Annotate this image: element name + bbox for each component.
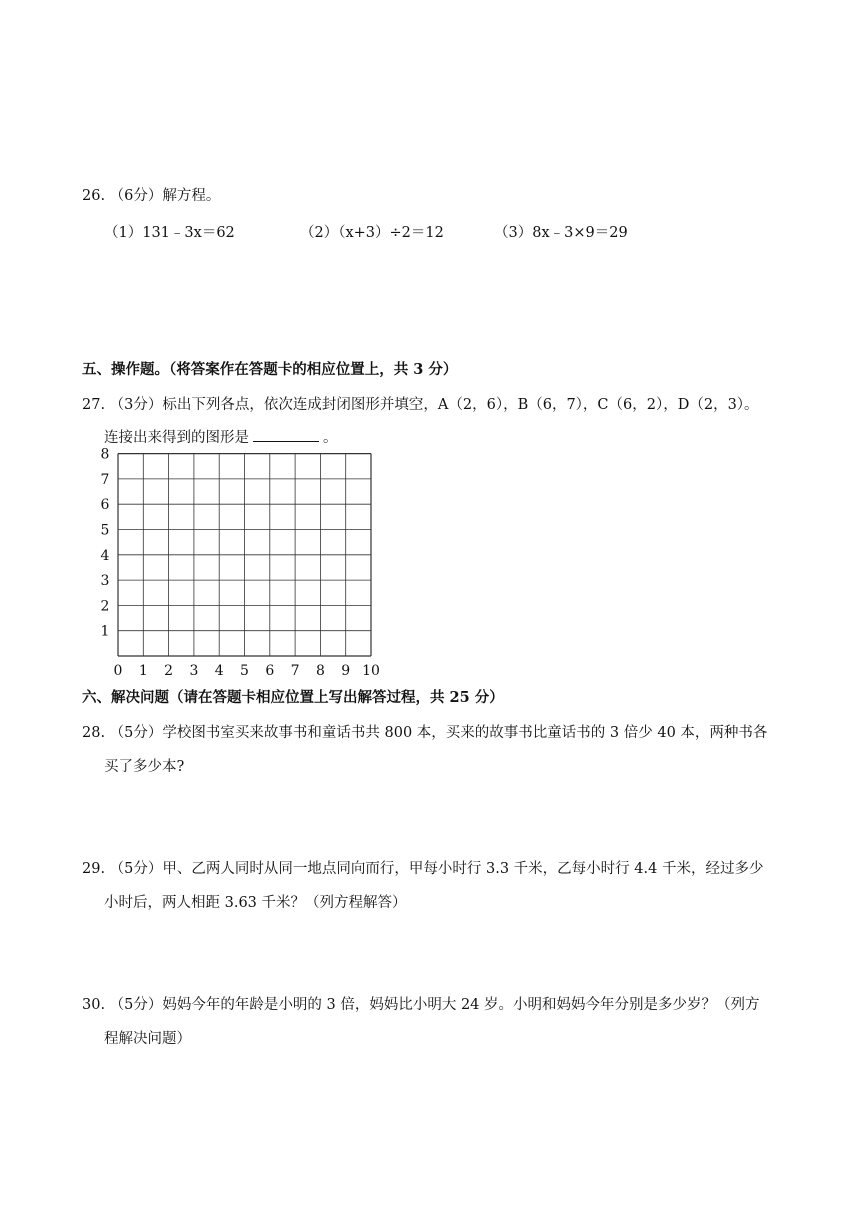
q30-line1 [82,993,760,1014]
q29-line2: 小时后，两人相距 3.63 千米？（列方程解答） [104,895,407,911]
q26-eq2-label: （2） [300,225,339,241]
q26-eq1-text: 131﹣3x＝62 [142,225,235,241]
q27-points: （3分） [109,397,163,413]
q26-text: 解方程。 [162,188,221,204]
q27-number: 27. [82,397,106,413]
q27-line1 [82,393,759,414]
q29-line1 [82,857,763,878]
x-tick-label: 10 [362,663,380,679]
q28-line2: 买了多少本? [104,759,185,775]
coordinate-grid[interactable] [80,448,390,684]
q26-eq3-label: （3） [494,225,533,241]
q26-eq2 [300,221,444,242]
section6-title: 六、解决问题（请在答题卡相应位置上写出解答过程，共 25 分） [82,689,504,706]
q26-number: 26. [82,188,106,204]
q28-number: 28. [82,725,106,741]
y-tick-label: 5 [100,522,110,539]
x-tick-label: 0 [113,663,123,679]
y-axis-ticks [101,448,110,640]
q26-eq3 [494,221,628,242]
x-tick-label: 7 [290,663,300,679]
q28-points: （5分） [109,725,163,741]
q26-eq1 [104,221,235,242]
q27-line2-suffix: 。 [323,430,338,446]
q29-points: （5分） [109,861,163,877]
x-tick-label: 2 [164,663,174,679]
q26-heading [82,184,220,205]
q28-line1 [82,721,767,742]
x-tick-label: 4 [214,663,224,679]
y-tick-label: 1 [100,623,110,640]
y-tick-label: 6 [100,497,110,514]
y-tick-label: 7 [100,471,110,488]
q30-number: 30. [82,997,106,1013]
x-tick-label: 5 [240,663,249,679]
q26-eq3-text: 8x﹣3×9＝29 [532,225,628,241]
q27-line2-prefix: 连接出来得到的图形是 [104,430,249,446]
q30-line2: 程解决问题） [104,1031,191,1047]
grid-lines [118,454,371,656]
x-tick-label: 8 [315,663,325,679]
q28-text-line1: 学校图书室买来故事书和童话书共 800 本，买来的故事书比童话书的 3 倍少 40 本，两种书各 [162,725,768,741]
y-tick-label: 4 [100,547,110,564]
x-axis-ticks [114,663,380,679]
q26-eq2-text: （x+3）÷2＝12 [338,225,444,241]
x-tick-label: 6 [265,663,275,679]
q29-number: 29. [82,861,106,877]
section5-title: 五、操作题。（将答案作在答题卡的相应位置上，共 3 分） [82,361,458,378]
x-tick-label: 3 [189,663,199,679]
x-tick-label: 1 [138,663,148,679]
y-tick-label: 2 [100,598,110,615]
q27-text: 标出下列各点，依次连成封闭图形并填空，A（2，6），B（6，7），C（6，2），D（2，3）。 [162,397,759,413]
q29-text-line1: 甲、乙两人同时从同一地点同向而行，甲每小时行 3.3 千米，乙每小时行 4.4 千米，经过多少 [162,861,764,877]
q30-points: （5分） [109,997,163,1013]
y-tick-label: 3 [100,573,110,590]
answer-blank[interactable] [253,429,319,442]
y-tick-label: 8 [100,448,110,463]
q26-eq1-label: （1） [104,225,143,241]
q30-text-line1: 妈妈今年的年龄是小明的 3 倍，妈妈比小明大 24 岁。小明和妈妈今年分别是多少岁？（列方 [162,997,760,1013]
q26-points: （6分） [109,188,163,204]
x-tick-label: 9 [341,663,351,679]
q27-line2 [104,426,338,447]
